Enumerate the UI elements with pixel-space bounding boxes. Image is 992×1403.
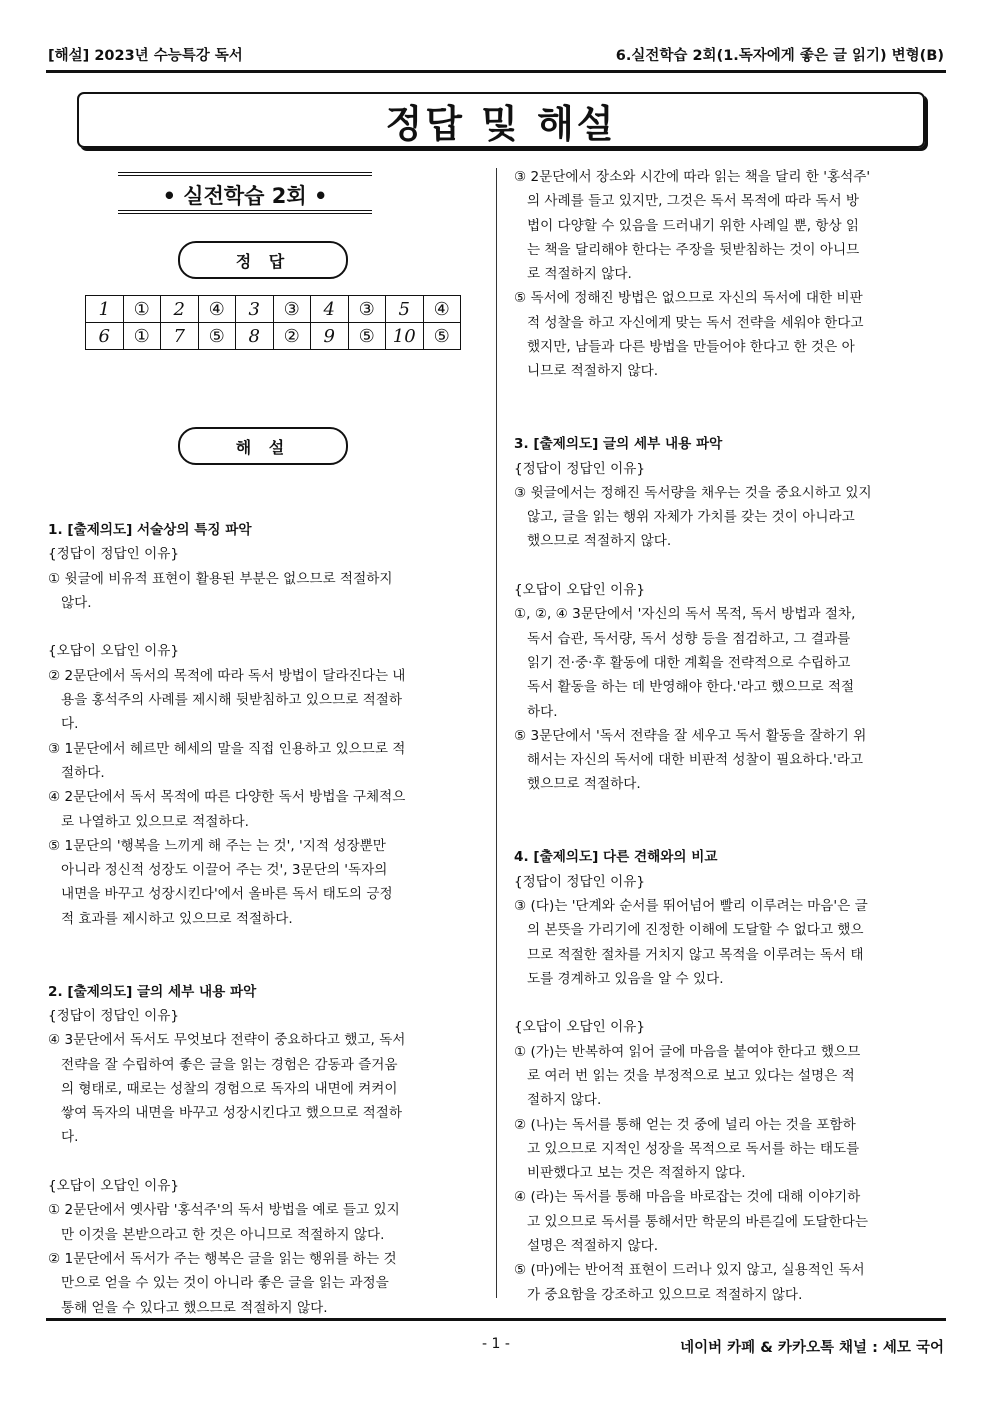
explanation-label: 해 설: [178, 427, 348, 465]
text-line: 내면을 바꾸고 성장시킨다'에서 올바른 독서 태도의 긍정: [48, 886, 393, 903]
header-right: 6.실전학습 2회(1.독자에게 좋은 글 읽기) 변형(B): [615, 48, 944, 64]
text-line: 읽기 전·중·후 활동에 대한 계획을 전략적으로 수립하고: [514, 654, 851, 671]
text-line: 전략을 잘 수립하여 좋은 글을 읽는 경험은 감동과 즐거움: [48, 1056, 398, 1073]
text-line: [514, 384, 872, 408]
text-line: 니므로 적절하지 않다.: [514, 363, 659, 380]
text-line: [48, 615, 405, 639]
text-line: 는 책을 달리해야 한다는 주장을 뒷받침하는 것이 아니므: [514, 241, 860, 258]
text-line: ④ 3문단에서 독서도 무엇보다 전략이 중요하다고 했고, 독서: [48, 1032, 406, 1049]
text-line: ③ 2문단에서 장소와 시간에 따라 읽는 책을 달리 한 '홍석주': [514, 169, 871, 185]
text-line: ① 윗글에 비유적 표현이 활용된 부분은 없으므로 적절하지: [48, 570, 393, 587]
header-left: [해설] 2023년 수능특강 독서: [48, 48, 243, 64]
question-number: 3: [236, 296, 274, 323]
text-line: [48, 955, 405, 979]
question-number: 10: [386, 323, 424, 350]
text-line: 만 이것을 본받으라고 한 것은 아니므로 적절하지 않다.: [48, 1226, 385, 1243]
text-line: 절하다.: [48, 764, 105, 781]
text-line: ② 1문단에서 독서가 주는 행복은 글을 읽는 행위를 하는 것: [48, 1250, 397, 1267]
text-line: 않다.: [48, 594, 92, 611]
answer-label: 정 답: [178, 241, 348, 279]
text-line: {오답이 오답인 이유}: [48, 1178, 179, 1195]
text-line: 다.: [48, 716, 79, 733]
answer-row: [86, 323, 461, 350]
column-divider: [496, 168, 497, 1298]
text-line: ② 2문단에서 독서의 목적에 따라 독서 방법이 달라진다는 내: [48, 667, 406, 684]
section-heading: 2. [출제의도] 글의 세부 내용 파악: [48, 983, 257, 1000]
question-number: 6: [86, 323, 124, 350]
text-line: ② (나)는 독서를 통해 얻는 것 중에 널리 아는 것을 포함하: [514, 1116, 856, 1133]
text-line: 만으로 얻을 수 있는 것이 아니라 좋은 글을 읽는 과정을: [48, 1275, 389, 1292]
bottom-rule: [46, 1318, 946, 1321]
text-line: 고 있으므로 독서를 통해서만 학문의 바른길에 도달한다는: [514, 1213, 869, 1230]
text-line: 도를 경계하고 있음을 알 수 있다.: [514, 970, 724, 987]
section-heading: 3. [출제의도] 글의 세부 내용 파악: [514, 436, 723, 453]
question-number: 1: [86, 296, 124, 323]
text-line: [514, 821, 872, 845]
text-line: [514, 408, 872, 432]
text-line: {정답이 정답인 이유}: [48, 1007, 179, 1024]
page-number: - 1 -: [482, 1336, 510, 1352]
text-line: 쌓여 독자의 내면을 바꾸고 성장시킨다고 했으므로 적절하: [48, 1105, 403, 1122]
answer-choice: ①: [123, 296, 161, 323]
text-line: {오답이 오답인 이유}: [514, 582, 645, 599]
text-line: 의 본뜻을 가리기에 진정한 이해에 도달할 수 없다고 했으: [514, 922, 864, 939]
text-line: {정답이 정답인 이유}: [514, 460, 645, 477]
answer-choice: ①: [123, 323, 161, 350]
subtitle: • 실전학습 2회 •: [162, 184, 328, 208]
text-line: 해서는 자신의 독서에 대한 비판적 성찰이 필요하다.'라고: [514, 752, 863, 769]
text-line: {정답이 정답인 이유}: [514, 873, 645, 890]
text-line: ③ 1문단에서 헤르만 헤세의 말을 직접 인용하고 있으므로 적: [48, 740, 406, 757]
text-line: 절하지 않다.: [514, 1092, 602, 1109]
question-number: 8: [236, 323, 274, 350]
text-line: 적 효과를 제시하고 있으므로 적절하다.: [48, 910, 293, 927]
text-line: 다.: [48, 1129, 79, 1146]
text-line: 했으므로 적절하다.: [514, 776, 641, 793]
text-line: 므로 적절한 절차를 거치지 않고 목적을 이루려는 독서 태: [514, 946, 864, 963]
page-title: 정답 및 해설: [385, 101, 617, 146]
text-line: 하다.: [514, 703, 558, 720]
text-line: 가 중요함을 강조하고 있으므로 적절하지 않다.: [514, 1286, 803, 1303]
text-line: [514, 797, 872, 821]
title-box: [77, 92, 925, 148]
text-line: {오답이 오답인 이유}: [48, 643, 179, 660]
right-column: [514, 165, 872, 1307]
text-line: 로 적절하지 않다.: [514, 266, 632, 283]
answer-row: [86, 296, 461, 323]
text-line: ③ 윗글에서는 정해진 독서량을 채우는 것을 중요시하고 있지: [514, 484, 872, 501]
answer-choice: ④: [423, 296, 461, 323]
subtitle-rule: [118, 172, 372, 173]
text-line: ⑤ (마)에는 반어적 표현이 드러나 있지 않고, 실용적인 독서: [514, 1262, 865, 1279]
answer-choice: ⑤: [348, 323, 386, 350]
text-line: 설명은 적절하지 않다.: [514, 1238, 659, 1255]
text-line: 독서 습관, 독서량, 독서 성향 등을 점검하고, 그 결과를: [514, 630, 851, 647]
text-line: ① 2문단에서 옛사람 '홍석주'의 독서 방법을 예로 들고 있지: [48, 1202, 400, 1219]
text-line: ⑤ 독서에 정해진 방법은 없으므로 자신의 독서에 대한 비판: [514, 290, 863, 307]
subtitle-rule: [118, 213, 372, 214]
text-line: 적 성찰을 하고 자신에게 맞는 독서 전략을 세워야 한다고: [514, 314, 864, 331]
answer-choice: ②: [273, 323, 311, 350]
text-line: 의 사례를 들고 있지만, 그것은 독서 목적에 따라 독서 방: [514, 193, 860, 210]
text-line: {오답이 오답인 이유}: [514, 1019, 645, 1036]
text-line: {정답이 정답인 이유}: [48, 546, 179, 563]
subtitle-rule: [118, 175, 372, 176]
answer-choice: ③: [273, 296, 311, 323]
section-heading: 4. [출제의도] 다른 견해와의 비교: [514, 849, 718, 866]
text-line: ③ (다)는 '단계와 순서를 뛰어넘어 빨리 이루려는 마음'은 글: [514, 897, 868, 914]
question-number: 2: [161, 296, 199, 323]
footer-credit: 네이버 카페 & 카카오톡 채널 : 세모 국어: [680, 1340, 944, 1356]
text-line: 통해 얻을 수 있다고 했으므로 적절하지 않다.: [48, 1299, 328, 1316]
top-rule: [46, 70, 946, 73]
left-column: [48, 518, 405, 1320]
question-number: 4: [311, 296, 349, 323]
text-line: 로 나열하고 있으므로 적절하다.: [48, 813, 249, 830]
text-line: [514, 991, 872, 1015]
text-line: 의 형태로, 때로는 성찰의 경험으로 독자의 내면에 켜켜이: [48, 1080, 398, 1097]
text-line: 로 여러 번 읽는 것을 부정적으로 보고 있다는 설명은 적: [514, 1067, 855, 1084]
text-line: [514, 554, 872, 578]
question-number: 7: [161, 323, 199, 350]
question-number: 9: [311, 323, 349, 350]
answer-choice: ③: [348, 296, 386, 323]
answer-choice: ⑤: [423, 323, 461, 350]
text-line: 않고, 글을 읽는 행위 자체가 가치를 갖는 것이 아니라고: [514, 509, 855, 526]
text-line: 했지만, 남들과 다른 방법을 만들어야 한다고 한 것은 아: [514, 339, 855, 356]
text-line: 용을 홍석주의 사례를 제시해 뒷받침하고 있으므로 적절하: [48, 692, 403, 709]
question-number: 5: [386, 296, 424, 323]
text-line: 법이 다양할 수 있음을 드러내기 위한 사례일 뿐, 항상 읽: [514, 217, 860, 234]
text-line: ①, ②, ④ 3문단에서 '자신의 독서 목적, 독서 방법과 절차,: [514, 606, 856, 623]
text-line: ① (가)는 반복하여 읽어 글에 마음을 붙여야 한다고 했으므: [514, 1043, 861, 1060]
text-line: 했으므로 적절하지 않다.: [514, 533, 672, 550]
subtitle-block: [118, 172, 372, 214]
text-line: [48, 931, 405, 955]
text-line: ④ 2문단에서 독서 목적에 따른 다양한 독서 방법을 구체적으: [48, 789, 406, 806]
answer-table: [85, 295, 461, 350]
answer-choice: ④: [198, 296, 236, 323]
text-line: 아니라 정신적 성장도 이끌어 주는 것', 3문단의 '독자의: [48, 862, 388, 879]
text-line: 고 있으므로 지적인 성장을 목적으로 독서를 하는 태도를: [514, 1140, 860, 1157]
section-heading: 1. [출제의도] 서술상의 특징 파악: [48, 522, 252, 538]
text-line: ⑤ 1문단의 '행복을 느끼게 해 주는 는 것', '지적 성장뿐만: [48, 837, 386, 854]
text-line: [48, 1150, 405, 1174]
text-line: ⑤ 3문단에서 '독서 전략을 잘 세우고 독서 활동을 잘하기 위: [514, 727, 867, 744]
text-line: 독서 활동을 하는 데 반영해야 한다.'라고 했으므로 적절: [514, 679, 855, 696]
subtitle-rule: [118, 210, 372, 211]
text-line: 비판했다고 보는 것은 적절하지 않다.: [514, 1165, 746, 1182]
answer-choice: ⑤: [198, 323, 236, 350]
text-line: ④ (라)는 독서를 통해 마음을 바로잡는 것에 대해 이야기하: [514, 1189, 861, 1206]
